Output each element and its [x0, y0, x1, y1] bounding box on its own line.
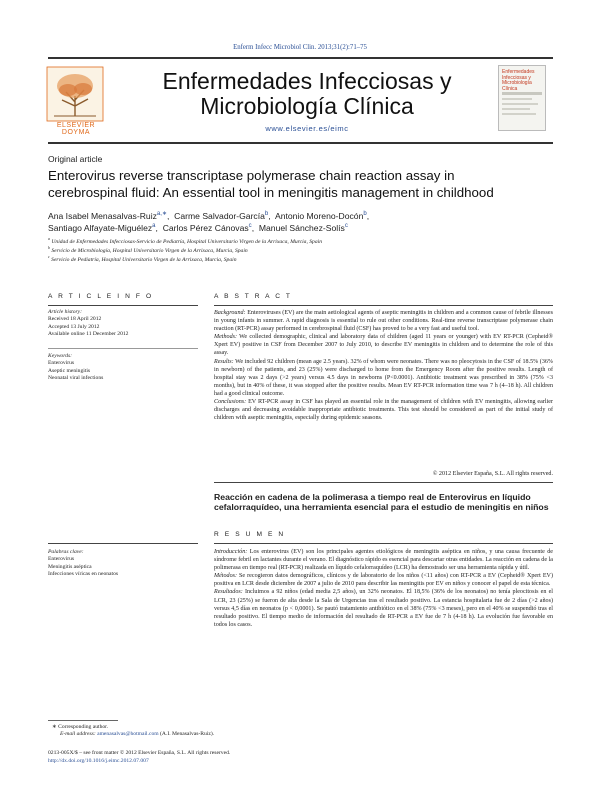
keyword: Infecciones víricas en neonatos — [48, 571, 119, 578]
article-info-heading: A R T I C L E I N F O — [48, 293, 154, 300]
doi-link[interactable]: http://dx.doi.org/10.1016/j.eimc.2012.07.007 — [48, 758, 149, 764]
affiliation: $^c$ Servicio de Pediatría, Hospital Universitario Virgen de la Arrixaca, Murcia, Spain — [48, 255, 237, 263]
keyword: Enterovirus — [48, 556, 75, 563]
abstract-heading: A B S T R A C T — [214, 293, 293, 300]
author-name: Carme Salvador-García — [174, 211, 265, 221]
affiliation: $^b$ Servicio de Microbiología, Hospital Universitario Virgen de la Arrixaca, Murcia, Spain — [48, 246, 248, 254]
footer-issn: 0213-005X/$ – see front matter © 2012 Elsevier España, S.L. All rights reserved. — [48, 750, 231, 756]
divider — [48, 543, 198, 544]
journal-title: Enfermedades Infecciosas y Microbiología Clínica — [162, 68, 452, 119]
keyword: Enterovirus — [48, 360, 75, 367]
article-type: Original article — [48, 154, 103, 164]
author-name: Carlos Pérez Cánovas — [162, 222, 249, 233]
divider — [214, 543, 553, 544]
copyright: © 2012 Elsevier España, S.L. All rights reserved. — [432, 471, 553, 477]
article-history: Article history: Received 18 April 2012 Accepted 13 July 2012 Available online 11 December 2012 — [48, 309, 129, 338]
divider — [48, 305, 198, 306]
header-bottom-rule — [48, 142, 553, 144]
resumen-body: Introducción: Los enterovirus (EV) son los principales agentes etiológicos de meningitis aséptica en niños, y una causa frecuente de síndrome febril en lactantes durante el verano. El diagnóstico rápido es esencial para descartar otras entidades. La reacción en cadena de la polimerasa en tiempo real (RT-PCR) realizada en líquido cefalorraquídeo (LCR) ha demostrado ser una herramienta rápida y útil. Métodos: Se recogieron datos demográficos, clínicos y de laboratorio de los niños (<11 años) con RT-PCR a EV (Cepheid® Xpert EV) positiva en LCR desde diciembre de 2007 a julio de 2010 para describir las meningitis por EV en niños y conocer el papel de esta técnica. Resultados: Incluimos a 92 niños (edad media 2,5 años), un 32% neonatos. El 18,5% (36% de los neonatos) no tenía pleocitosis en el LCR, 23 (25%) se fueron de alta desde la Sala de Urgencias tras el resultado positivo. La estancia hospitalaria fue de 2 días (>2 años) versus 4,5 días en neonatos (p < 0,0001). Se pautó tratamiento antibiótico en el 38% (75% <3 meses), pero en el 40% se suspendió tras el resultado positivo. El tiempo medio de información del resultado de RT-PCR a EV fue de 7 h (4-18 h). La evolución fue favorable en todos los casos. — [214, 549, 553, 628]
spanish-title: Reacción en cadena de la polimerasa a tiempo real de Enterovirus en líquido cefalorraquídeo, una herramienta esencial para el estudio de meningitis en niños — [214, 492, 549, 513]
article-title: Enterovirus reverse transcriptase polymerase chain reaction assay in cerebrospinal fluid: An essential tool in meningitis management in childhood — [48, 168, 494, 200]
resumen-heading: R E S U M E N — [214, 531, 286, 538]
abstract-body: Background: Enteroviruses (EV) are the main aetiological agents of aseptic meningitis in children and a common cause of febrile illnesses in young infants in summer. A rapid diagnosis is essential to rule out other conditions. Real-time reverse transcriptase polymerase chain reaction (RT-PCR) assay performed in cerebrospinal fluid (CSF) has proved to be a very fast and useful tool. Methods: We collected demographic, clinical and laboratory data of children (aged 11 years or younger) with EV RT-PCR (Cepheid® Xpert EV) positive in CSF from December 2007 to July 2010, to describe EV meningitis in children and to determine the role of this assay. Results: We included 92 children (mean age 2.5 years). 32% of whom were neonates. There was no pleocytosis in the CSF of 18.5% (36% in newborn) of the patients, and 23 (25%) were discharged to home from the Emergency Room after the positive results. Length of hospital stay was 2 days (>2 years) versus 4.5 days in newborns (P<0.0001). Antibiotic treatment was prescribed in 38% (75% <3 months), but in 40% of these, it was stopped after the positive results. Mean EV RT-PCR information time was 7 h (4–18 h). All children had a good clinical outcome. Conclusions: EV RT-PCR assay in CSF has played an essential role in the management of children with EV meningitis, allowing earlier discharges and decreasing avoidable inappropriate antibiotic treatments. This test should be considered as part of the initial study of children with aseptic meningitis, especially during epidemic seasons. — [214, 310, 553, 422]
journal-url-link[interactable]: www.elsevier.es/eimc — [265, 124, 349, 133]
affiliation: $^a$ Unidad de Enfermedades Infecciosas-Servicio de Pediatría, Hospital Universitario Virgen de la Arrixaca, Murcia, Spain — [48, 237, 322, 245]
corresponding-author-note: ∗ Corresponding author. E-mail address: amenasalvas@hotmail.com (A.I. Menasalvas-Ruiz). — [52, 724, 215, 738]
keyword: Neonatal viral infections — [48, 375, 104, 382]
author-name: Santiago Alfayate-Miguélez — [48, 222, 153, 233]
author-list: Ana Isabel Menasalvas-Ruiz$^{a,∗}$, Carme Salvador-García$^b$, Antonio Moreno-Docón$^b$, Santiago Alfayate-Miguélez$^a$, Carlos Pérez Cánovas$^c$, Manuel Sánchez-Solís$^c$ — [48, 211, 370, 233]
journal-cover-thumbnail: Enfermedades Infecciosas y Microbiología Clínica — [498, 65, 546, 131]
keywords-block: Keywords: Enterovirus Aseptic meningitis Neonatal viral infections — [48, 353, 198, 383]
author-name: Ana Isabel Menasalvas-Ruiz — [48, 211, 157, 221]
author-name: Manuel Sánchez-Solís — [258, 222, 345, 233]
author-name: Antonio Moreno-Docón — [274, 211, 364, 221]
palabras-clave-block: Palabras clave: Enterovirus Meningitis aséptica Infecciones víricas en neonatos — [48, 549, 198, 579]
email-link[interactable]: amenasalvas@hotmail.com — [97, 731, 159, 738]
divider — [214, 305, 553, 306]
divider — [48, 348, 198, 349]
keyword: Meningitis aséptica — [48, 563, 92, 570]
keyword: Aseptic meningitis — [48, 367, 91, 374]
journal-reference[interactable]: Enferm Infecc Microbiol Clin. 2013;31(2):71–75 — [233, 44, 367, 51]
divider — [214, 482, 553, 483]
footnote-rule — [48, 720, 118, 721]
publisher-logo-text: ELSEVIER DOYMA — [56, 122, 96, 136]
header-top-rule — [48, 57, 553, 59]
